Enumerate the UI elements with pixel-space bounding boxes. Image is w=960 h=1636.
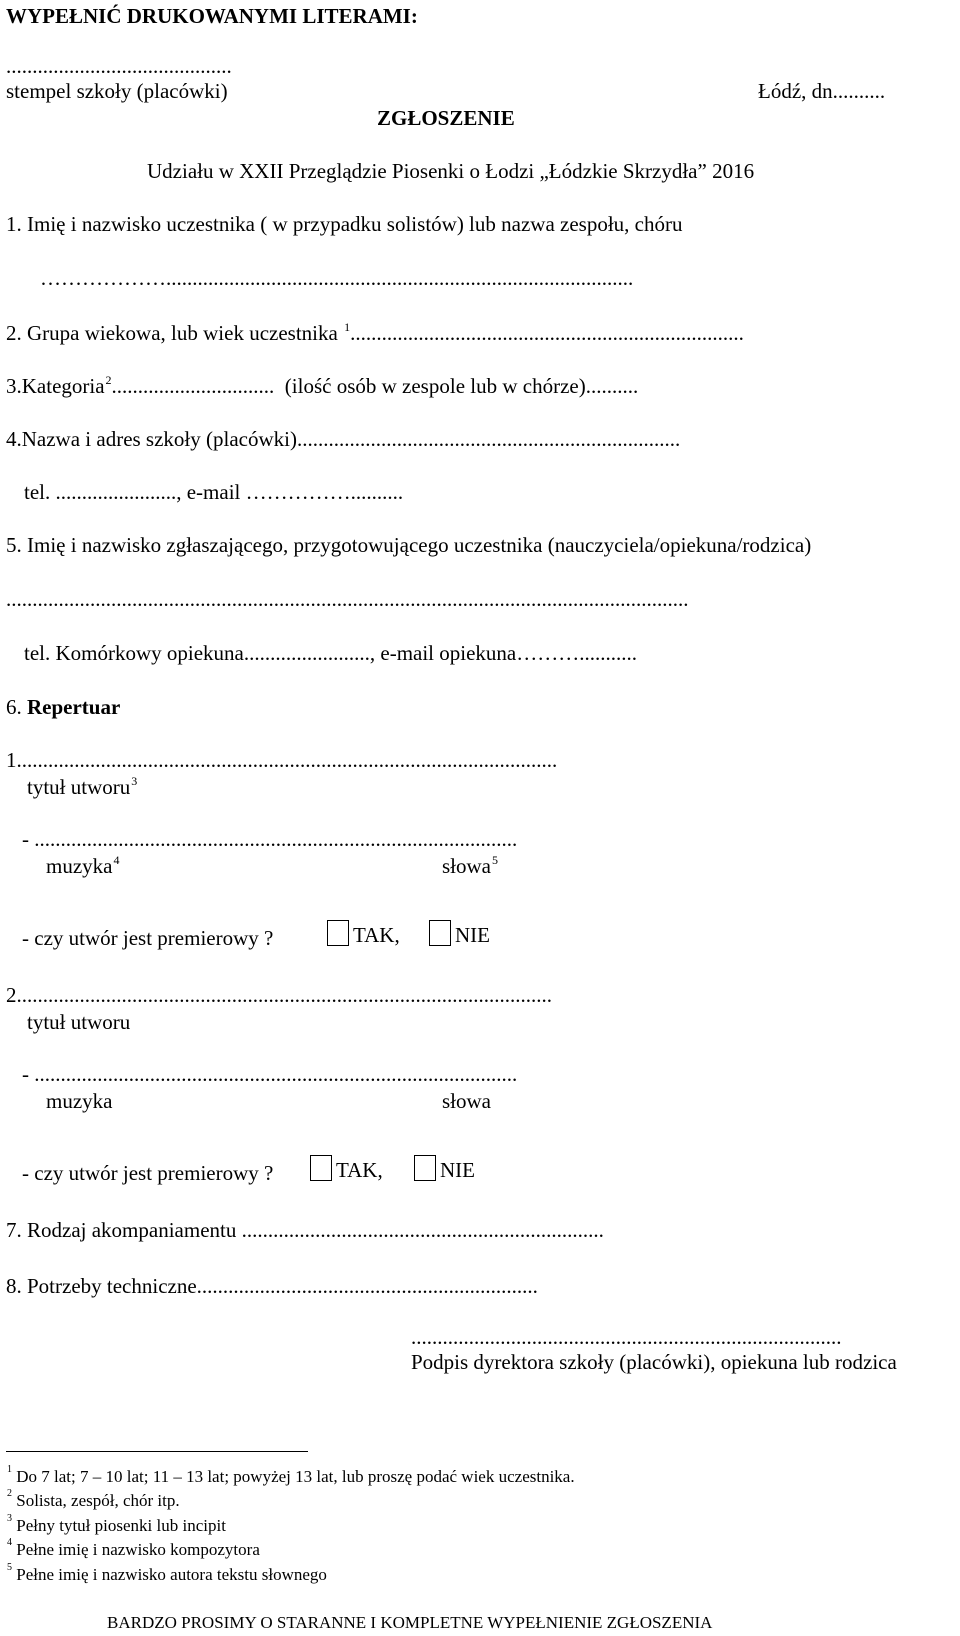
signature-fill-line[interactable]: ..................................................................................: [411, 1325, 842, 1349]
footnote-ref-5: 5: [492, 853, 498, 867]
instruction-heading: WYPEŁNIĆ DRUKOWANYMI LITERAMI:: [6, 4, 418, 28]
footnote-3: $^3$ Pełny tytuł piosenki lub incipit: [7, 1513, 226, 1535]
closing-note: BARDZO PROSIMY O STARANNE I KOMPLETNE WYPEŁNIENIE ZGŁOSZENIA: [107, 1613, 713, 1632]
footnote-5: $^5$ Pełne imię i nazwisko autora tekstu słownego: [7, 1562, 327, 1584]
song2-yes-option[interactable]: TAK,: [310, 1155, 383, 1181]
q4-contact[interactable]: tel. ......................., e-mail ……………..........: [24, 480, 404, 504]
footnote-separator: [6, 1451, 308, 1452]
q6-title: Repertuar: [27, 695, 121, 719]
q3-extra[interactable]: (ilość osób w zespole lub w chórze)..........: [284, 374, 639, 398]
song2-lyrics-label: słowa: [442, 1089, 491, 1113]
form-title: ZGŁOSZENIE: [377, 106, 515, 130]
form-subtitle: Udziału w XXII Przeglądzie Piosenki o Łodzi „Łódzkie Skrzydła” 2016: [147, 159, 755, 183]
footnote-2: $^2$ Solista, zespół, chór itp.: [7, 1488, 180, 1510]
footnote-4: $^4$ Pełne imię i nazwisko kompozytora: [7, 1537, 260, 1559]
checkbox-yes[interactable]: [310, 1155, 332, 1181]
checkbox-no[interactable]: [429, 920, 451, 946]
footnote-ref-2: 2: [105, 373, 112, 387]
song1-premiere-question: - czy utwór jest premierowy ?: [22, 926, 274, 950]
song1-fill-line[interactable]: 1.......................................................................................................: [6, 748, 558, 772]
q4-label[interactable]: 4.Nazwa i adres szkoły (placówki).........................................................................: [6, 427, 681, 451]
song2-no-option[interactable]: NIE: [414, 1155, 475, 1181]
q2-fill[interactable]: ...........................................................................: [350, 321, 744, 345]
song2-music-label: muzyka: [46, 1089, 113, 1113]
q3-line: [6, 373, 639, 398]
checkbox-no[interactable]: [414, 1155, 436, 1181]
q5-contact[interactable]: tel. Komórkowy opiekuna........................, e-mail opiekuna………...........: [24, 641, 637, 665]
song2-title-label: tytuł utworu: [27, 1010, 131, 1034]
song1-music-label: muzyka$^4$: [46, 853, 120, 878]
q1-fill-line[interactable]: ……………….........................................................................................: [40, 266, 634, 290]
song2-fill-line[interactable]: 2......................................................................................................: [6, 983, 552, 1007]
song1-lyrics-label: słowa$^5$: [442, 853, 498, 878]
q3-label: 3.Kategoria: [6, 374, 105, 398]
q6-number: 6.: [6, 695, 22, 719]
q3-fill[interactable]: ...............................: [111, 374, 275, 398]
q1-label: 1. Imię i nazwisko uczestnika ( w przypadku solistów) lub nazwa zespołu, chóru: [6, 212, 683, 236]
song2-premiere-question: - czy utwór jest premierowy ?: [22, 1161, 274, 1185]
q5-label: 5. Imię i nazwisko zgłaszającego, przygotowującego uczestnika (nauczyciela/opiekuna/rodzica): [6, 533, 812, 557]
q6-heading: [6, 697, 120, 718]
song1-credits-fill[interactable]: - ............................................................................................: [22, 827, 518, 851]
song1-title-label: tytuł utworu$^3$: [27, 774, 138, 799]
place-date-field: Łódź, dn..........: [758, 79, 886, 103]
signature-label: Podpis dyrektora szkoły (placówki), opiekuna lub rodzica: [411, 1350, 897, 1374]
song1-yes-option[interactable]: TAK,: [327, 920, 400, 946]
song2-credits-fill[interactable]: - ............................................................................................: [22, 1062, 518, 1086]
checkbox-yes[interactable]: [327, 920, 349, 946]
q2-line: [6, 320, 744, 345]
footnote-ref-3: 3: [131, 774, 138, 788]
footnote-ref-4: 4: [113, 853, 120, 867]
q7-label[interactable]: 7. Rodzaj akompaniamentu .....................................................................: [6, 1218, 604, 1242]
q2-label: 2. Grupa wiekowa, lub wiek uczestnika: [6, 321, 338, 345]
footnote-1: $^1$ Do 7 lat; 7 – 10 lat; 11 – 13 lat; powyżej 13 lat, lub proszę podać wiek uczestnika.: [7, 1464, 575, 1486]
song1-no-option[interactable]: NIE: [429, 920, 490, 946]
q5-fill-line[interactable]: ..................................................................................................................................: [6, 587, 689, 611]
stamp-dots: ...........................................: [6, 54, 232, 78]
footnote-ref-1: 1: [344, 320, 351, 334]
q8-label[interactable]: 8. Potrzeby techniczne.................................................................: [6, 1274, 538, 1298]
stamp-label: stempel szkoły (placówki): [6, 79, 228, 103]
